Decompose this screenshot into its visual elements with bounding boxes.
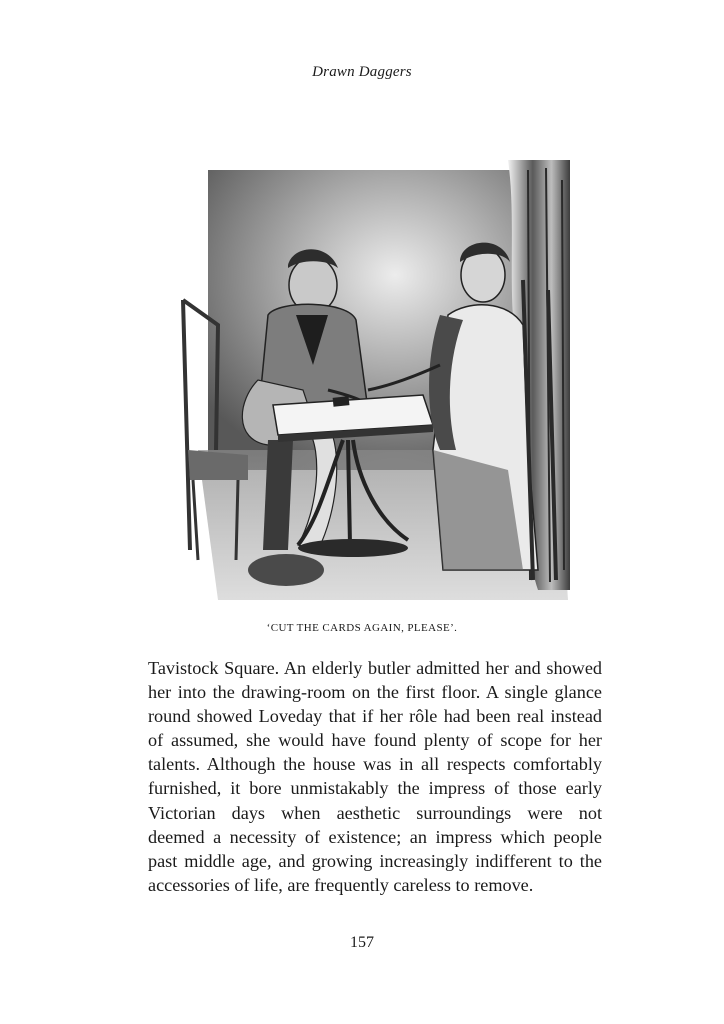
page-number: 157 [350,934,374,951]
body-paragraph [148,656,602,897]
text-line: Victorian days when aesthetic surroundings were not [148,802,602,823]
text-line: past middle age, and growing increasingly indifferent to the [148,850,602,871]
text-line: accessories of life, are frequently careless to remove. [148,874,534,895]
text-line: Tavistock Square. An elderly butler admitted her and showed [148,658,602,678]
illustration-card-game [178,150,574,612]
text-line: furnished, it bore unmistakably the impress of those early [148,778,602,799]
running-head: Drawn Daggers [312,64,412,80]
engraving-image [178,150,574,612]
man-leg [263,440,293,550]
text-line: round showed Loveday that if her rôle had been real instead [148,706,602,727]
footstool [248,554,324,586]
text-line: talents. Although the house was in all respects comfortably [148,754,602,775]
text-line: her into the drawing-room on the first floor. A single glance [148,682,602,703]
playing-cards [333,396,350,407]
illustration-caption: ‘CUT THE CARDS AGAIN, PLEASE’. [266,622,458,634]
text-line: deemed a necessity of existence; an impress which people [148,826,602,847]
text-line: of assumed, she would have found plenty of scope for her [148,730,602,751]
